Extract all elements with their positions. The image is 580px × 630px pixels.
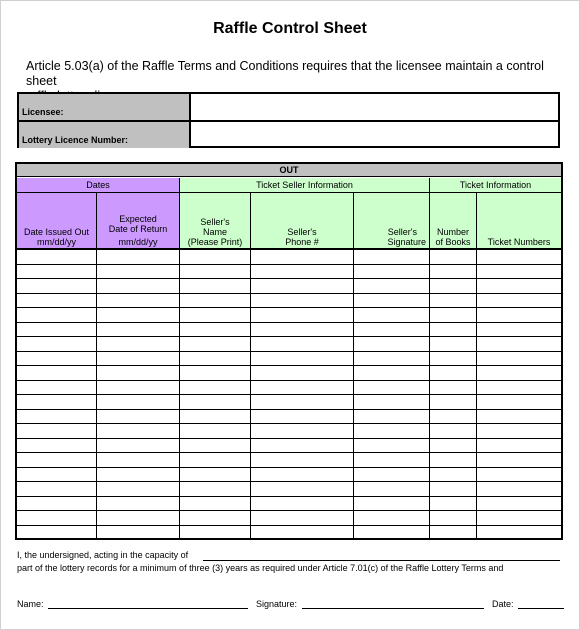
table-cell[interactable]: [354, 424, 429, 438]
col-seller-signature-label-2: Signature: [387, 237, 426, 247]
table-cell[interactable]: [354, 526, 429, 540]
table-cell[interactable]: [251, 424, 353, 438]
table-row: [17, 395, 561, 410]
date-label: Date:: [492, 599, 514, 609]
table-cell[interactable]: [354, 366, 429, 380]
table-cell[interactable]: [180, 323, 250, 337]
table-cell[interactable]: [251, 294, 353, 308]
table-cell[interactable]: [477, 337, 560, 351]
table-cell[interactable]: [477, 265, 560, 279]
table-cell[interactable]: [430, 468, 476, 482]
table-cell[interactable]: [251, 468, 353, 482]
table-cell[interactable]: [97, 294, 179, 308]
name-label: Name:: [17, 599, 44, 609]
col-expected-return-label-2: Date of Return: [108, 224, 168, 234]
col-seller-name-label-3: (Please Print): [187, 237, 243, 247]
table-row: [17, 410, 561, 425]
table-cell[interactable]: [17, 337, 96, 351]
table-cell[interactable]: [180, 279, 250, 293]
table-cell[interactable]: [97, 453, 179, 467]
licensee-row: [19, 94, 558, 122]
col-expected-return-label-1: Expected: [119, 214, 157, 224]
table-cell[interactable]: [17, 468, 96, 482]
table-cell[interactable]: [97, 279, 179, 293]
table-cell[interactable]: [251, 511, 353, 525]
table-cell[interactable]: [17, 410, 96, 424]
table-cell[interactable]: [251, 250, 353, 264]
table-cell[interactable]: [354, 453, 429, 467]
page-title: Raffle Control Sheet: [213, 20, 367, 37]
col-ticket-numbers-header: [477, 193, 561, 248]
table-cell[interactable]: [97, 424, 179, 438]
table-cell[interactable]: [180, 497, 250, 511]
table-row: [17, 453, 561, 468]
capacity-field[interactable]: [203, 560, 560, 561]
table-cell[interactable]: [430, 265, 476, 279]
table-cell[interactable]: [354, 323, 429, 337]
table-cell[interactable]: [430, 439, 476, 453]
table-cell[interactable]: [354, 279, 429, 293]
table-cell[interactable]: [477, 381, 560, 395]
table-cell[interactable]: [180, 366, 250, 380]
col-expected-return-format: mm/dd/yy: [118, 237, 158, 247]
col-expected-return-header: [97, 193, 179, 248]
date-field[interactable]: [518, 608, 564, 609]
table-cell[interactable]: [251, 381, 353, 395]
table-cell[interactable]: [97, 482, 179, 496]
table-row: [17, 497, 561, 512]
table-cell[interactable]: [354, 511, 429, 525]
col-seller-name-label-2: Name: [202, 227, 227, 237]
table-cell[interactable]: [97, 337, 179, 351]
table-cell[interactable]: [180, 294, 250, 308]
table-cell[interactable]: [251, 497, 353, 511]
group-ticket-header: Ticket Information: [430, 178, 561, 192]
table-cell[interactable]: [180, 250, 250, 264]
table-cell[interactable]: [430, 279, 476, 293]
table-cell[interactable]: [17, 352, 96, 366]
table-cell[interactable]: [97, 323, 179, 337]
intro-line-1: Article 5.03(a) of the Raffle Terms and Conditions requires that the licensee maintain a control sheet: [26, 59, 544, 88]
table-cell[interactable]: [17, 497, 96, 511]
licence-number-field[interactable]: [193, 122, 558, 148]
table-row: [17, 366, 561, 381]
table-cell[interactable]: [180, 526, 250, 540]
table-cell[interactable]: [180, 381, 250, 395]
col-num-books-header: [430, 193, 476, 248]
table-cell[interactable]: [477, 468, 560, 482]
table-cell[interactable]: [17, 265, 96, 279]
table-cell[interactable]: [354, 497, 429, 511]
table-row: [17, 279, 561, 294]
table-cell[interactable]: [354, 294, 429, 308]
table-cell[interactable]: [17, 366, 96, 380]
table-cell[interactable]: [354, 265, 429, 279]
table-cell[interactable]: [17, 250, 96, 264]
table-cell[interactable]: [477, 352, 560, 366]
table-cell[interactable]: [251, 439, 353, 453]
table-cell[interactable]: [477, 453, 560, 467]
col-seller-name-label-1: Seller's: [200, 217, 230, 227]
col-date-issued-header: [17, 193, 96, 248]
table-cell[interactable]: [477, 482, 560, 496]
col-num-books-label-2: of Books: [435, 237, 471, 247]
signature-label: Signature:: [256, 599, 298, 609]
section-out-header: OUT: [17, 164, 561, 177]
table-cell[interactable]: [354, 352, 429, 366]
table-cell[interactable]: [251, 395, 353, 409]
licence-number-label: Lottery Licence Number:: [19, 122, 191, 148]
table-cell[interactable]: [17, 279, 96, 293]
table-cell[interactable]: [17, 323, 96, 337]
table-cell[interactable]: [477, 526, 560, 540]
table-row: [17, 424, 561, 439]
table-cell[interactable]: [180, 308, 250, 322]
table-cell[interactable]: [430, 250, 476, 264]
table-cell[interactable]: [17, 482, 96, 496]
table-cell[interactable]: [430, 294, 476, 308]
table-cell[interactable]: [17, 395, 96, 409]
table-cell[interactable]: [97, 395, 179, 409]
col-ticket-numbers-label: Ticket Numbers: [487, 237, 551, 247]
table-cell[interactable]: [180, 439, 250, 453]
col-seller-signature-label-1: Seller's: [387, 227, 417, 237]
table-cell[interactable]: [97, 497, 179, 511]
table-cell[interactable]: [430, 352, 476, 366]
table-row: [17, 468, 561, 483]
table-cell[interactable]: [97, 381, 179, 395]
signature-field[interactable]: [302, 608, 484, 609]
table-row: [17, 337, 561, 352]
table-cell[interactable]: [477, 250, 560, 264]
table-cell[interactable]: [180, 265, 250, 279]
table-cell[interactable]: [430, 410, 476, 424]
table-cell[interactable]: [430, 308, 476, 322]
col-seller-signature-header: [354, 193, 429, 248]
col-date-issued-format: mm/dd/yy: [36, 237, 76, 247]
table-cell[interactable]: [97, 366, 179, 380]
table-row: [17, 352, 561, 367]
table-cell[interactable]: [17, 511, 96, 525]
table-cell[interactable]: [17, 308, 96, 322]
table-cell[interactable]: [430, 381, 476, 395]
table-cell[interactable]: [354, 337, 429, 351]
col-num-books-label-1: Number: [436, 227, 469, 237]
table-cell[interactable]: [251, 352, 353, 366]
table-cell[interactable]: [354, 308, 429, 322]
table-cell[interactable]: [430, 323, 476, 337]
table-row: [17, 511, 561, 526]
footer-line-1: I, the undersigned, acting in the capacity of: [17, 550, 189, 560]
table-cell[interactable]: [251, 337, 353, 351]
table-cell[interactable]: [180, 352, 250, 366]
col-date-issued-label: Date Issued Out: [23, 227, 90, 237]
table-row: [17, 265, 561, 280]
table-cell[interactable]: [251, 323, 353, 337]
table-row: [17, 526, 561, 541]
table-cell[interactable]: [354, 482, 429, 496]
table-cell[interactable]: [251, 410, 353, 424]
group-dates-header: Dates: [17, 178, 179, 192]
table-cell[interactable]: [97, 511, 179, 525]
table-cell[interactable]: [97, 468, 179, 482]
table-cell[interactable]: [17, 453, 96, 467]
table-cell[interactable]: [97, 308, 179, 322]
table-cell[interactable]: [430, 526, 476, 540]
table-cell[interactable]: [180, 424, 250, 438]
table-cell[interactable]: [97, 265, 179, 279]
table-cell[interactable]: [430, 511, 476, 525]
licensee-field[interactable]: [193, 94, 558, 120]
table-cell[interactable]: [17, 439, 96, 453]
footer-line-2: part of the lottery records for a minimum of three (3) years as required under Article 7.01(c) of the Raffle Lottery Terms and: [17, 563, 504, 573]
table-cell[interactable]: [180, 453, 250, 467]
table-row: [17, 308, 561, 323]
table-cell[interactable]: [477, 279, 560, 293]
table-cell[interactable]: [97, 250, 179, 264]
licensee-label: Licensee:: [19, 94, 191, 120]
table-cell[interactable]: [430, 497, 476, 511]
table-cell[interactable]: [354, 410, 429, 424]
table-cell[interactable]: [430, 366, 476, 380]
table-cell[interactable]: [251, 366, 353, 380]
col-seller-phone-header: [251, 193, 353, 248]
col-seller-phone-label-2: Phone #: [285, 237, 319, 247]
table-cell[interactable]: [251, 265, 353, 279]
table-cell[interactable]: [430, 453, 476, 467]
table-cell[interactable]: [430, 482, 476, 496]
table-cell[interactable]: [180, 511, 250, 525]
table-cell[interactable]: [477, 308, 560, 322]
table-cell[interactable]: [354, 395, 429, 409]
table-cell[interactable]: [17, 381, 96, 395]
table-cell[interactable]: [430, 424, 476, 438]
licensee-form: [17, 92, 560, 148]
table-row: [17, 381, 561, 396]
table-cell[interactable]: [477, 366, 560, 380]
table-cell[interactable]: [180, 410, 250, 424]
table-cell[interactable]: [477, 323, 560, 337]
table-cell[interactable]: [251, 308, 353, 322]
table-cell[interactable]: [17, 294, 96, 308]
col-seller-name-header: [180, 193, 250, 248]
table-cell[interactable]: [180, 395, 250, 409]
table-cell[interactable]: [251, 453, 353, 467]
table-cell[interactable]: [251, 482, 353, 496]
table-cell[interactable]: [180, 468, 250, 482]
table-cell[interactable]: [354, 468, 429, 482]
table-cell[interactable]: [97, 352, 179, 366]
table-cell[interactable]: [354, 439, 429, 453]
control-table: [15, 162, 563, 540]
table-cell[interactable]: [477, 424, 560, 438]
table-cell[interactable]: [477, 439, 560, 453]
table-cell[interactable]: [477, 410, 560, 424]
table-cell[interactable]: [477, 395, 560, 409]
table-row: [17, 294, 561, 309]
table-cell[interactable]: [430, 395, 476, 409]
table-row: [17, 323, 561, 338]
group-seller-header: Ticket Seller Information: [180, 178, 429, 192]
table-row: [17, 439, 561, 454]
table-row: [17, 482, 561, 497]
table-cell[interactable]: [430, 337, 476, 351]
table-cell[interactable]: [180, 482, 250, 496]
table-cell[interactable]: [354, 381, 429, 395]
col-seller-phone-label-1: Seller's: [287, 227, 317, 237]
table-cell[interactable]: [17, 424, 96, 438]
table-cell[interactable]: [251, 279, 353, 293]
table-cell[interactable]: [97, 439, 179, 453]
table-cell[interactable]: [17, 526, 96, 540]
table-cell[interactable]: [180, 337, 250, 351]
table-cell[interactable]: [97, 410, 179, 424]
table-row: [17, 250, 561, 265]
table-cell[interactable]: [477, 497, 560, 511]
table-cell[interactable]: [477, 294, 560, 308]
table-cell[interactable]: [354, 250, 429, 264]
table-cell[interactable]: [251, 526, 353, 540]
table-cell[interactable]: [97, 526, 179, 540]
licence-number-row: [19, 122, 558, 148]
table-cell[interactable]: [477, 511, 560, 525]
name-field[interactable]: [48, 608, 248, 609]
